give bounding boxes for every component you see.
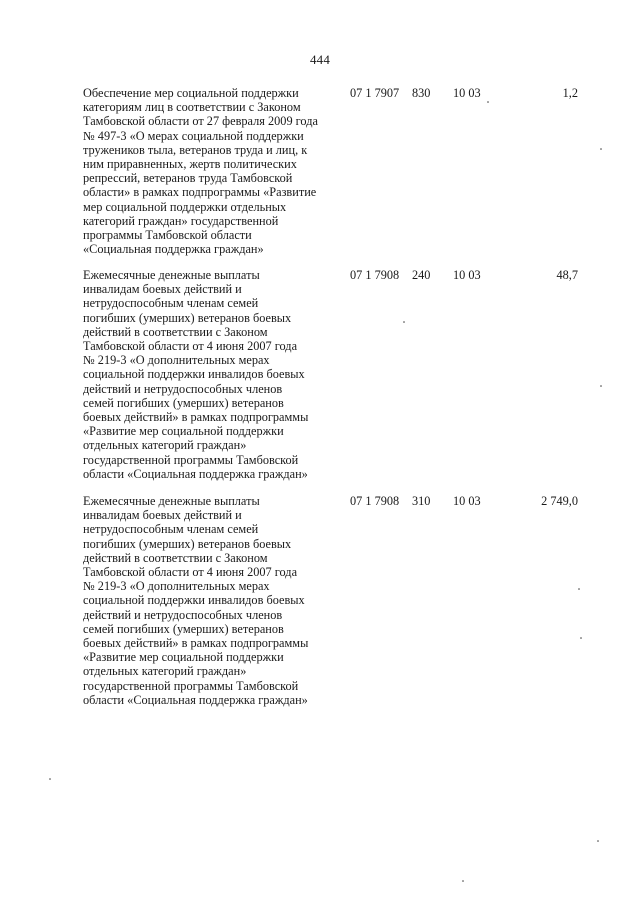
- page-number: 444: [309, 52, 331, 67]
- row-description: Обеспечение мер социальной поддержки категориям лиц в соответствии с Законом Тамбовской области от 27 февраля 2009 года № 497-3 «О мерах социальной поддержки тружеников тыла, ветеранов труда и лиц, к ним приравненных, жертв политических репрессий, ветеранов труда Тамбовской области» в рамках подпрограммы «Развитие мер социальной поддержки отдельных категорий граждан» государственной программы Тамбовской области «Социальная поддержка граждан»: [83, 86, 318, 257]
- expense-type-code: 310: [412, 494, 431, 508]
- scan-speck: [580, 637, 582, 639]
- section-code: 10 03: [453, 268, 481, 282]
- amount-value: 48,7: [556, 268, 578, 282]
- scan-speck: [578, 588, 580, 590]
- target-article-code: 07 1 7907: [350, 86, 400, 100]
- expense-type-code: 830: [412, 86, 431, 100]
- scan-speck: [600, 148, 602, 150]
- scan-speck: [462, 880, 464, 882]
- target-article-code: 07 1 7908: [350, 494, 400, 508]
- amount-value: 1,2: [562, 86, 578, 100]
- row-description: Ежемесячные денежные выплаты инвалидам боевых действий и нетрудоспособным членам семей погибших (умерших) ветеранов боевых действий в соответствии с Законом Тамбовской области от 4 июня 2007 года № 219-3 «О дополнительных мерах социальной поддержки инвалидов боевых действий и нетрудоспособных членов семей погибших (умерших) ветеранов боевых действий» в рамках подпрограммы «Развитие мер социальной поддержки отдельных категорий граждан» государственной программы Тамбовской области «Социальная поддержка граждан»: [83, 268, 309, 481]
- scan-speck: [403, 321, 405, 323]
- row-description: Ежемесячные денежные выплаты инвалидам боевых действий и нетрудоспособным членам семей погибших (умерших) ветеранов боевых действий в соответствии с Законом Тамбовской области от 4 июня 2007 года № 219-3 «О дополнительных мерах социальной поддержки инвалидов боевых действий и нетрудоспособных членов семей погибших (умерших) ветеранов боевых действий» в рамках подпрограммы «Развитие мер социальной поддержки отдельных категорий граждан» государственной программы Тамбовской области «Социальная поддержка граждан»: [83, 494, 309, 707]
- scan-speck: [600, 385, 602, 387]
- scan-speck: [597, 840, 599, 842]
- amount-value: 2 749,0: [541, 494, 578, 508]
- section-code: 10 03: [453, 86, 481, 100]
- section-code: 10 03: [453, 494, 481, 508]
- scan-speck: [49, 778, 51, 780]
- expense-type-code: 240: [412, 268, 431, 282]
- target-article-code: 07 1 7908: [350, 268, 400, 282]
- scan-speck: [487, 101, 489, 103]
